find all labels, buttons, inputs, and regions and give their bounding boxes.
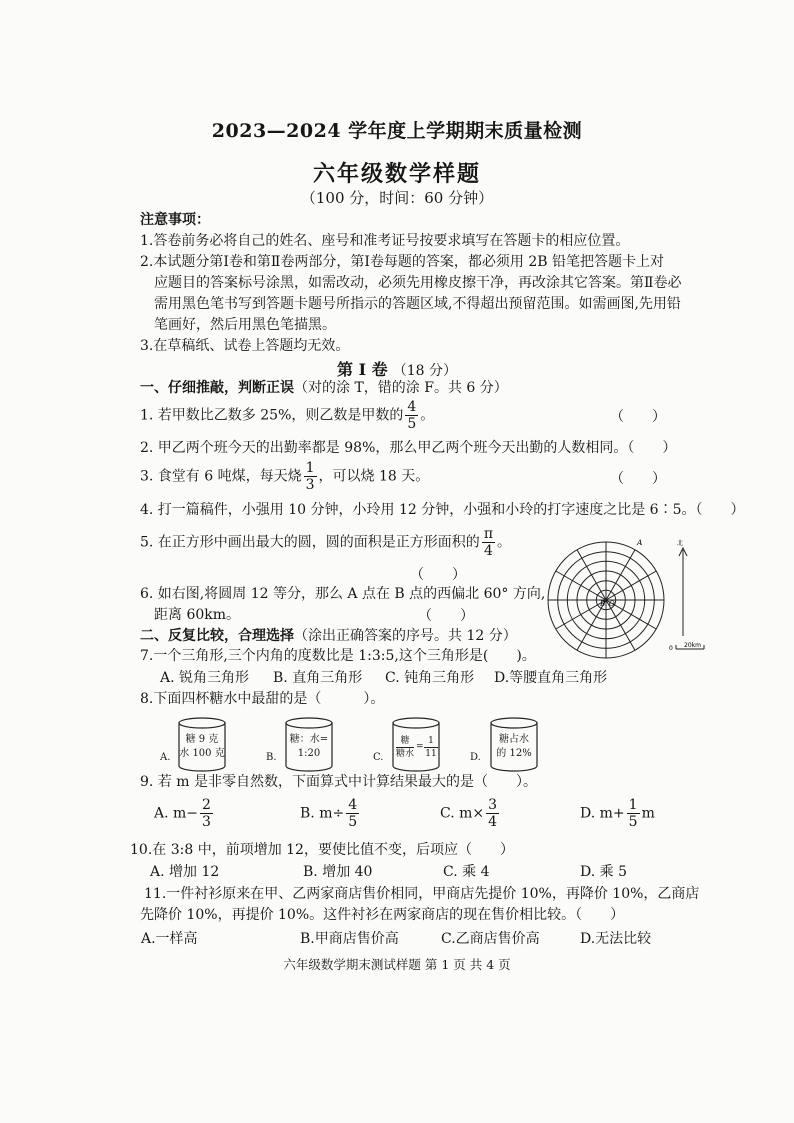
option-a[interactable]: A. 锐角三角形 (160, 670, 250, 686)
question-6-line1: 6. 如右图,将圆周 12 等分，那么 A 点在 B 点的西偏北 60° 方向, (140, 586, 546, 602)
notes-line: 应题目的答案标号涂黑，如需改动，必须先用橡皮擦干净，再改涂其它答案。第Ⅱ卷必 (154, 275, 682, 291)
fraction-denominator: 11 (425, 749, 437, 759)
notes-line: 1.答卷前务必将自己的姓名、座号和准考证号按要求填写在答题卡的相应位置。 (140, 233, 630, 249)
option-prefix: B. m÷ (300, 805, 345, 822)
volume-score: （18 分） (392, 363, 457, 379)
scale-zero-label: 0 (669, 645, 673, 652)
cup-label-line: 的 12% (496, 748, 532, 759)
volume-label: 第 Ⅰ 卷 (337, 360, 388, 379)
notes-line: 笔画好，然后用黑色笔描黑。 (154, 317, 336, 333)
option-b[interactable]: B. 直角三角形 (273, 670, 363, 686)
section2-header (140, 626, 517, 646)
fraction (200, 797, 213, 830)
fraction (486, 797, 499, 830)
question-5-tail: 。 (497, 534, 512, 551)
figure-label-b: B (600, 600, 606, 608)
cup-label-line: 水 100 克 (179, 748, 225, 759)
question-9: 9. 若 m 是非零自然数，下面算式中计算结果最大的是（ ）。 (140, 774, 537, 790)
question-3-tail: ，可以烧 18 天。 (318, 468, 430, 485)
north-label: 北 (677, 540, 684, 547)
exam-meta: （100 分，时间：60 分钟） (300, 189, 494, 207)
fraction (627, 797, 640, 830)
fraction-numerator: 3 (488, 797, 498, 813)
fraction-denominator: 3 (305, 477, 315, 493)
notes-line: 3.在草稿纸、试卷上答题均无效。 (140, 338, 350, 354)
cup-c-equals: = (416, 742, 424, 752)
question-11-line2: 先降价 10%，再提价 10%。这件衬衫在两家商店的现在售价相比较。（ ） (140, 907, 625, 923)
section1-heading: 一、仔细推敲，判断正误 (140, 380, 294, 396)
cup-b-icon (284, 717, 334, 773)
cup-label-line: 1:20 (297, 748, 321, 759)
answer-paren[interactable]: （ ） (610, 471, 666, 487)
option-prefix: A. m− (154, 805, 199, 822)
figure-label-a: A (637, 538, 643, 547)
option-prefix: D. m+ (580, 805, 625, 822)
page-footer: 六年级数学期末测试样题 第 1 页 共 4 页 (283, 957, 511, 972)
question-10: 10.在 3:8 中，前项增加 12，要使比值不变，后项应（ ） (130, 842, 514, 858)
cup-a-icon (177, 717, 227, 773)
fraction (304, 460, 317, 493)
fraction-denominator: 5 (407, 416, 417, 432)
section1-header (140, 378, 508, 398)
question-8: 8.下面四杯糖水中最甜的是（ ）。 (140, 691, 385, 707)
cup-c-icon (391, 717, 441, 773)
cup-d-letter[interactable]: D. (470, 752, 481, 763)
fraction-denominator: 5 (628, 814, 638, 830)
question-1 (140, 399, 434, 432)
cup-a-label (177, 733, 227, 761)
fraction (346, 797, 359, 830)
notes-line: 2.本试题分第Ⅰ卷和第Ⅱ卷两部分，第Ⅰ卷每题的答案，都必须用 2B 铅笔把答题卡上对 (140, 254, 665, 270)
fraction (482, 526, 495, 559)
option-d[interactable]: D.等腰直角三角形 (494, 670, 608, 686)
option-b[interactable]: B.甲商店售价高 (300, 931, 399, 947)
option-suffix: m (641, 805, 655, 822)
fraction-numerator: 1 (305, 460, 315, 476)
cup-label-line: 糖：水= (289, 734, 329, 745)
cup-label-line: 糖 (396, 735, 414, 748)
fraction-numerator: 4 (348, 797, 358, 813)
notes-heading: 注意事项： (140, 212, 210, 228)
exam-subtitle: 六年级数学样题 (312, 161, 481, 187)
cup-d-icon (489, 717, 539, 773)
cup-label-line: 糖水 (396, 749, 415, 759)
fraction-denominator: 5 (348, 814, 358, 830)
question-11-line1: 11.一件衬衫原来在甲、乙两家商店售价相同，甲商店先提价 10%，再降价 10%，乙商店 (144, 886, 700, 902)
fraction-denominator: 4 (483, 543, 493, 559)
fraction-numerator: 4 (407, 399, 417, 415)
option-c[interactable]: C. 乘 4 (443, 864, 490, 880)
cup-d-label (489, 733, 539, 761)
option-c[interactable]: C.乙商店售价高 (441, 931, 540, 947)
question-7: 7.一个三角形,三个内角的度数比是 1:3:5,这个三角形是( )。 (140, 648, 536, 664)
option-d[interactable]: D. 乘 5 (580, 864, 627, 880)
cup-b-label (284, 733, 334, 761)
section2-heading: 二、反复比较，合理选择 (140, 628, 294, 644)
notes-line: 需用黑色笔书写到答题卡题号所指示的答题区域,不得超出预留范围。如需画图,先用铅 (154, 296, 681, 312)
question-5-text: 5. 在正方形中画出最大的圆，圆的面积是正方形面积的 (140, 534, 480, 551)
figure-label-o: O (609, 600, 615, 608)
cup-label-line: 糖占水 (499, 734, 529, 745)
cup-label-line: 糖 9 克 (185, 734, 219, 745)
question-3-text: 3. 食堂有 6 吨煤，每天烧 (140, 468, 302, 485)
question-1-tail: 。 (420, 407, 435, 424)
question-4: 4. 打一篇稿件，小强用 10 分钟，小玲用 12 分钟，小强和小玲的打字速度之比是 6∶5。（ ） (140, 502, 745, 518)
option-a[interactable]: A.一样高 (141, 931, 198, 947)
fraction-denominator: 3 (202, 814, 211, 830)
question-5 (140, 526, 511, 559)
option-c[interactable]: C. 钝角三角形 (385, 670, 475, 686)
answer-paren[interactable]: （ ） (610, 409, 666, 425)
fraction-denominator: 4 (488, 814, 498, 830)
option-a[interactable]: A. 增加 12 (150, 864, 220, 880)
scale-distance-label: 20km (684, 642, 701, 649)
option-b[interactable] (300, 797, 361, 830)
cup-c-letter[interactable]: C. (373, 752, 384, 763)
question-3 (140, 460, 429, 493)
option-b[interactable]: B. 增加 40 (303, 864, 373, 880)
exam-title: 2023—2024 学年度上学期期末质量检测 (211, 120, 583, 142)
fraction-numerator: 1 (424, 735, 438, 748)
question-6-line2: 距离 60km。 (154, 607, 241, 623)
option-d[interactable]: D.无法比较 (580, 931, 652, 947)
answer-paren[interactable]: （ ） (418, 608, 474, 624)
section2-instruction: （涂出正确答案的序号。共 12 分） (294, 628, 517, 644)
option-d[interactable] (580, 797, 655, 830)
section1-instruction: （对的涂 T，错的涂 F。共 6 分） (294, 380, 508, 396)
fraction-numerator: 1 (628, 797, 638, 813)
option-prefix: C. m× (440, 805, 485, 822)
fraction-numerator: 2 (202, 797, 211, 813)
option-a[interactable] (154, 797, 215, 830)
question-2: 2. 甲乙两个班今天的出勤率都是 98%，那么甲乙两个班今天出勤的人数相同。（ ） (140, 440, 677, 456)
question-1-text: 1. 若甲数比乙数多 25%，则乙数是甲数的 (140, 407, 404, 424)
fraction-numerator: π (483, 526, 494, 542)
option-c[interactable] (440, 797, 501, 830)
cup-b-letter[interactable]: B. (266, 752, 277, 763)
direction-figure (536, 532, 716, 660)
answer-paren[interactable]: （ ） (410, 567, 466, 583)
cup-a-letter[interactable]: A. (160, 752, 171, 763)
fraction (405, 399, 418, 432)
